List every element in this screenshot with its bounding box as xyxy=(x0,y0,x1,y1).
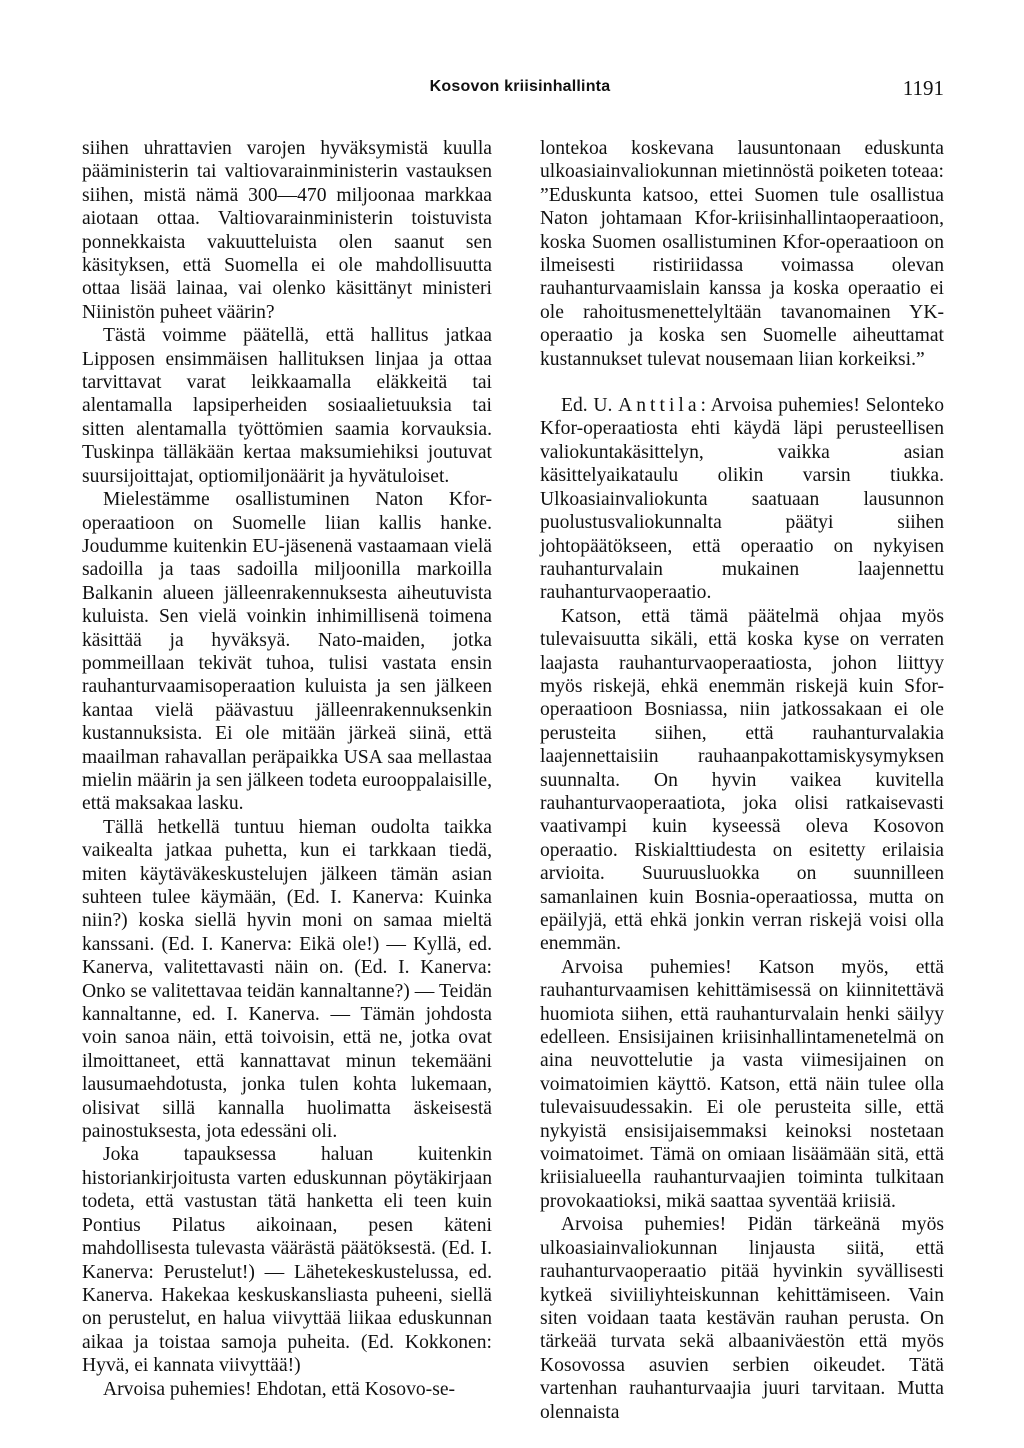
paragraph: siihen uhrattavien varojen hyväksymistä kuulla pääministerin tai valtiovarainministerin vastauksen siihen, mistä nämä 300—470 miljoonaa markkaa aiotaan ottaa. Valtiovarainministerin toistuvista ponnekkaista vakuutteluista olen saanut sen käsityksen, että Suomella ei ole mahdollisuutta ottaa lisää lainaa, vai olenko käsittänyt ministeri Niinistön puheet väärin? xyxy=(82,138,492,323)
paragraph: lontekoa koskevana lausuntonaan eduskunta ulkoasiainvaliokunnan mietinnöstä poiketen toteaa: ”Eduskunta katsoo, ettei Suomen tule osallistua Naton johtamaan Kfor-kriisinhallintaoperaatioon, koska Suomen osallistuminen Kfor-operaatioon on ilmeisesti ristiriidassa voimassa olevan rauhanturvaamislain kanssa ja koska operaatio ei ole rahoitusmenettelyltään tavanomainen YK-operaatio ja koska sen Suomelle aiheuttamat kustannukset tulevat nousemaan liian korkeiksi.” xyxy=(540,138,944,370)
paragraph: Joka tapauksessa haluan kuitenkin historiankirjoitusta varten eduskunnan pöytäkirjaan todeta, että vastustan tätä hanketta eli teen kuin Pontius Pilatus aikoinaan, pesen käteni mahdollisesta tulevasta väärästä päätöksestä. (Ed. I. Kanerva: Perustelut!) — Lähetekeskustelussa, ed. Kanerva. Hakekaa keskuskansliasta puheeni, siellä on perustelut, en halua viivyttää liikaa eduskunnan aikaa ja toistaa samoja puheita. (Ed. Kokkonen: Hyvä, ei kannata viivyttää!) xyxy=(82,1144,492,1377)
paragraph: Arvoisa puhemies! Ehdotan, että Kosovo-se- xyxy=(103,1378,456,1400)
paragraph: Arvoisa puhemies! Katson myös, että rauhanturvaamisen kehittämisessä on kiinnitettävä huomiota siihen, että rauhanturvalain henki säilyy edelleen. Ensisijainen kriisinhallintamenetelmä on aina neuvottelutie ja vasta viimesijainen on voimatoimien käyttö. Katson, että näin tulee olla tulevaisuudessakin. Ei ole perusteita sille, että nykyistä ensisijaisemmaksi keinoksi nostetaan voimatoimet. Tämä on omiaan lisäämään sitä, että kriisialueella rauhanturvaajien toiminta tulkitaan provokaatioksi, mikä saattaa syventää kriisiä. xyxy=(540,956,944,1212)
page-number: 1191 xyxy=(902,76,944,100)
running-header xyxy=(0,78,1024,102)
paragraph: Katson, että tämä päätelmä ohjaa myös tulevaisuutta sikäli, että koska kyse on verraten laajasta rauhanturvaoperaatiosta, johon liittyy myös riskejä, ehkä enemmän riskejä kuin Sfor-operaatioon Bosniassa, niin jatkossakaan ei ole perusteita siihen, että rauhanturvalakia laajennettaisiin rauhaanpakottamiskysymyksen suunnalta. On hyvin vaikea kuvitella rauhanturvaoperaatiota, joka olisi ratkaisevasti vaativampi kuin kyseessä oleva Kosovon operaatio. Riskialttiudesta on esitetty erilaisia arvioita. Suuruusluokka on suunnilleen samanlainen kuin Bosnia-operaatiossa, mutta on epäilyjä, että ehkä jonkin verran riskejä voisi olla enemmän. xyxy=(540,605,944,955)
speaker-prefix: Ed. U. xyxy=(561,395,613,417)
paragraph: Tällä hetkellä tuntuu hieman oudolta taikka vaikealta jatkaa puhetta, kun ei tarkkaan tiedä, miten käytäväkeskustelujen jälkeen tämän asian suhteen tulee käymään, (Ed. I. Kanerva: Kuinka niin?) koska siellä hyvin moni on samaa mieltä kanssani. (Ed. I. Kanerva: Eikä ole!) — Kyllä, ed. Kanerva, valitettavasti näin on. (Ed. I. Kanerva: Onko se valitettavaa teidän kannaltanne?) — Teidän kannaltanne, ed. I. Kanerva. — Tämän johdosta voin sanoa näin, että toivoisin, että ne, jotka ovat ilmoittaneet, että kannattavat minun tekemääni lausumaehdotusta, jonka tulen kohta lukemaan, olisivat sillä kannalla huolimatta äskeisestä painostuksesta, jota edessäni oli. xyxy=(82,816,492,1143)
left-column xyxy=(82,137,492,1401)
running-title: Kosovon kriisinhallinta xyxy=(429,78,611,95)
paragraph: Tästä voimme päätellä, että hallitus jatkaa Lipposen ensimmäisen hallituksen linjaa ja ottaa tarvittavat varat leikkaamalla eläkkeitä tai alentamalla lapsiperheiden sosiaalietuuksia tai sitten alentamalla työttömien saamia korvauksia. Tuskinpa tälläkään kertaa maksumiehiksi joutuvat suursijoittajat, optiomiljonäärit ja hyvätuloiset. xyxy=(82,325,492,487)
paragraph: Mielestämme osallistuminen Naton Kfor-operaatioon on Suomelle liian kallis hanke. Joudumme kuitenkin EU-jäsenenä vastaamaan vielä sadoilla ja taas sadoilla miljoonilla markoilla Balkanin alueen jälleenrakennuksesta aiheutuvista kuluista. Sen vielä voinkin inhimillisenä toimena käsittää ja hyväksyä. Nato-maiden, jotka pommeillaan tekivät tuhoa, tulisi vastata ensin rauhanturvaamisoperaation kuluista ja sen jälkeen kantaa vielä päävastuu jälleenrakennuksenkin kustannuksista. Ei ole mitään järkeä siinä, että maailman rahavallan peräpaikka USA saa mellastaa mielin määrin ja sen jälkeen todeta eurooppalaisille, että maksakaa lasku. xyxy=(82,489,492,815)
paragraph: Arvoisa puhemies! Pidän tärkeänä myös ulkoasiainvaliokunnan linjausta siitä, että rauhanturvaoperaatio pitää hyvinkin syvällisesti kytkeä siviiliyhteiskunnan kehittämiseen. Vain siten voidaan taata kestävän rauhan perusta. On tärkeää turvata sekä albaaniväestön että myös Kosovossa asuvien serbien oikeudet. Tätä vartenhan rauhanturvaajia juuri tarvitaan. Mutta olennaista xyxy=(540,1214,944,1423)
speaker-name: Anttila xyxy=(618,395,701,417)
speech-paragraph xyxy=(540,394,944,605)
right-column xyxy=(540,137,944,1424)
speech-text: : Arvoisa puhemies! Selonteko Kfor-operaatiosta ehti käydä läpi perusteellisen valiokuntakäsittelyn, vaikka asian käsittelyaikataulu olikin varsin tiukka. Ulkoasiainvaliokunta saatuaan lausunnon puolustusvaliokunnalta päätyi siihen johtopäätökseen, että operaatio on nykyisen rauhanturvalain mukainen laajennettu rauhanturvaoperaatio. xyxy=(540,395,944,604)
